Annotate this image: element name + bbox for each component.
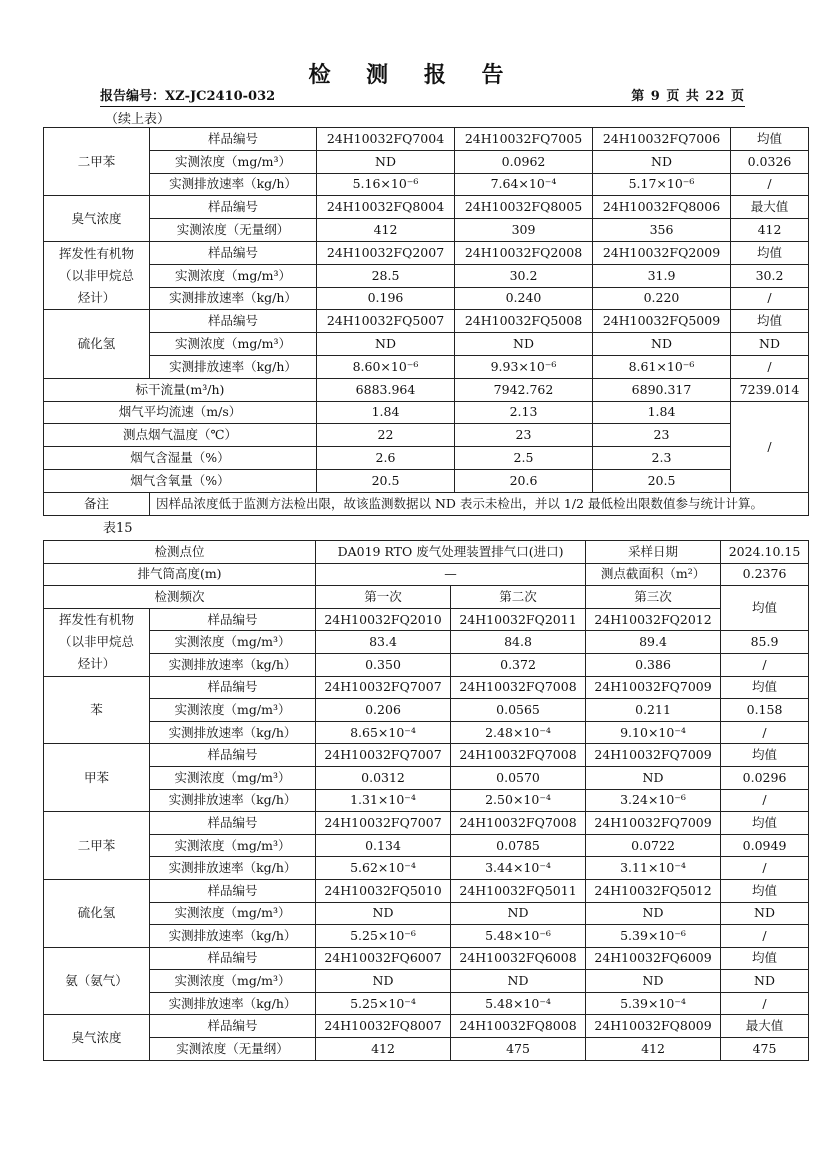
value-cell: 1.31×10⁻⁴ <box>316 789 451 812</box>
value-cell: 5.25×10⁻⁴ <box>316 992 451 1015</box>
summary-cell: 475 <box>721 1038 809 1061</box>
value-cell: 0.134 <box>316 834 451 857</box>
value-cell: ND <box>317 150 455 173</box>
pollutant-name: 硫化氢 <box>44 310 150 378</box>
row-label: 实测排放速率（kg/h） <box>150 173 317 196</box>
value-cell: 24H10032FQ8004 <box>317 196 455 219</box>
value-cell: 3.11×10⁻⁴ <box>586 857 721 880</box>
table-row-point <box>44 541 809 564</box>
row-label: 样品编号 <box>150 608 316 631</box>
value-cell: 24H10032FQ7008 <box>451 744 586 767</box>
value-cell: 22 <box>317 424 455 447</box>
summary-cell: 412 <box>731 219 809 242</box>
table-row-param <box>44 401 809 424</box>
pollutant-name-line: 烃计） <box>77 656 116 672</box>
row-label: 实测排放速率（kg/h） <box>150 857 316 880</box>
value-cell: 0.240 <box>455 287 593 310</box>
value-cell: 5.16×10⁻⁶ <box>317 173 455 196</box>
table-row <box>44 219 809 242</box>
value-cell: 1.84 <box>317 401 455 424</box>
summary-cell: / <box>731 287 809 310</box>
value-cell: 0.196 <box>317 287 455 310</box>
value-cell: 412 <box>316 1038 451 1061</box>
row-label: 实测浓度（mg/m³） <box>150 970 316 993</box>
summary-cell: 最大值 <box>721 1015 809 1038</box>
value-cell: 24H10032FQ8007 <box>316 1015 451 1038</box>
pollutant-name-line: 挥发性有机物 <box>58 245 134 261</box>
remark-text: 因样品浓度低于监测方法检出限，故该监测数据以 ND 表示未检出，并以 1/2 最低检出限数值参与统计计算。 <box>150 492 809 515</box>
value-cell: 1.84 <box>593 401 731 424</box>
area-label: 测点截面积（m²） <box>586 563 721 586</box>
pollutant-name: 二甲苯 <box>44 128 150 196</box>
value-cell: 28.5 <box>317 264 455 287</box>
second-header: 第二次 <box>451 586 586 609</box>
value-cell: 31.9 <box>593 264 731 287</box>
first-header: 第一次 <box>316 586 451 609</box>
value-cell: 8.60×10⁻⁶ <box>317 355 455 378</box>
row-label: 实测排放速率（kg/h） <box>150 355 317 378</box>
value-cell: 89.4 <box>586 631 721 654</box>
table-row-flow <box>44 378 809 401</box>
summary-cell: 30.2 <box>731 264 809 287</box>
pollutant-name-line: （以非甲烷总 <box>58 267 134 283</box>
value-cell: 5.39×10⁻⁴ <box>586 992 721 1015</box>
value-cell: 9.10×10⁻⁴ <box>586 721 721 744</box>
summary-cell: 最大值 <box>731 196 809 219</box>
height-label: 排气筒高度(m) <box>44 563 316 586</box>
value-cell: ND <box>593 333 731 356</box>
value-cell: 20.5 <box>593 469 731 492</box>
summary-cell: / <box>721 721 809 744</box>
table-row <box>44 333 809 356</box>
value-cell: ND <box>316 902 451 925</box>
value-cell: 5.17×10⁻⁶ <box>593 173 731 196</box>
table-row <box>44 834 809 857</box>
value-cell: 7.64×10⁻⁴ <box>455 173 593 196</box>
value-cell: 2.48×10⁻⁴ <box>451 721 586 744</box>
table-row-param <box>44 424 809 447</box>
summary-cell: 均值 <box>721 744 809 767</box>
table-row <box>44 947 809 970</box>
summary-cell: ND <box>721 970 809 993</box>
row-label: 样品编号 <box>150 241 317 264</box>
table-row <box>44 970 809 993</box>
pollutant-name-line: 挥发性有机物 <box>58 612 134 628</box>
value-cell: 475 <box>451 1038 586 1061</box>
row-label: 实测排放速率（kg/h） <box>150 721 316 744</box>
value-cell: 24H10032FQ7008 <box>451 676 586 699</box>
value-cell: 8.65×10⁻⁴ <box>316 721 451 744</box>
table-row <box>44 857 809 880</box>
value-cell: 9.93×10⁻⁶ <box>455 355 593 378</box>
table-row <box>44 653 809 676</box>
value-cell: 24H10032FQ6009 <box>586 947 721 970</box>
summary-cell: 0.0296 <box>721 766 809 789</box>
value-cell: 0.0962 <box>455 150 593 173</box>
value-cell: ND <box>586 766 721 789</box>
summary-cell: 均值 <box>721 676 809 699</box>
summary-cell: 均值 <box>731 241 809 264</box>
value-cell: 24H10032FQ5009 <box>593 310 731 333</box>
value-cell: 24H10032FQ7007 <box>316 744 451 767</box>
area-value: 0.2376 <box>721 563 809 586</box>
table-row <box>44 992 809 1015</box>
row-label: 实测排放速率（kg/h） <box>150 992 316 1015</box>
value-cell: 24H10032FQ8006 <box>593 196 731 219</box>
row-label: 样品编号 <box>150 947 316 970</box>
value-cell: 30.2 <box>455 264 593 287</box>
row-label: 实测排放速率（kg/h） <box>150 789 316 812</box>
pollutant-name: 氨（氨气） <box>44 947 150 1015</box>
table-row <box>44 789 809 812</box>
page-indicator: 第 9 页 共 22 页 <box>631 89 745 104</box>
value-cell: 6883.964 <box>317 378 455 401</box>
pollutant-name <box>44 241 150 309</box>
value-cell: ND <box>455 333 593 356</box>
value-cell: 24H10032FQ2008 <box>455 241 593 264</box>
row-label: 实测排放速率（kg/h） <box>150 925 316 948</box>
row-label: 样品编号 <box>150 879 316 902</box>
param-label: 烟气含湿量（%） <box>44 447 317 470</box>
summary-cell: 85.9 <box>721 631 809 654</box>
table-row <box>44 902 809 925</box>
table-row <box>44 196 809 219</box>
value-cell: ND <box>586 902 721 925</box>
summary-cell: / <box>721 653 809 676</box>
param-label: 测点烟气温度（℃） <box>44 424 317 447</box>
table-row-height <box>44 563 809 586</box>
table-row <box>44 925 809 948</box>
value-cell: 83.4 <box>316 631 451 654</box>
value-cell: 24H10032FQ7006 <box>593 128 731 151</box>
value-cell: 24H10032FQ6007 <box>316 947 451 970</box>
pollutant-name: 臭气浓度 <box>44 196 150 242</box>
row-label: 实测浓度（mg/m³） <box>150 766 316 789</box>
table-row <box>44 241 809 264</box>
value-cell: 5.48×10⁻⁴ <box>451 992 586 1015</box>
summary-cell: 均值 <box>731 310 809 333</box>
row-label: 实测排放速率（kg/h） <box>150 287 317 310</box>
value-cell: 0.220 <box>593 287 731 310</box>
param-label: 烟气平均流速（m/s） <box>44 401 317 424</box>
summary-cell: / <box>721 925 809 948</box>
row-label: 样品编号 <box>150 1015 316 1038</box>
pollutant-name: 甲苯 <box>44 744 150 812</box>
height-value: — <box>316 563 586 586</box>
table-row <box>44 1038 809 1061</box>
summary-cell: / <box>721 992 809 1015</box>
value-cell: 2.6 <box>317 447 455 470</box>
value-cell: 24H10032FQ5012 <box>586 879 721 902</box>
value-cell: 0.0565 <box>451 699 586 722</box>
table-row-frequency <box>44 586 809 609</box>
value-cell: 24H10032FQ8009 <box>586 1015 721 1038</box>
value-cell: 24H10032FQ7005 <box>455 128 593 151</box>
summary-cell: 0.158 <box>721 699 809 722</box>
table-row-param <box>44 447 809 470</box>
value-cell: 3.24×10⁻⁶ <box>586 789 721 812</box>
value-cell: 2.5 <box>455 447 593 470</box>
value-cell: 2.3 <box>593 447 731 470</box>
summary-cell: / <box>731 173 809 196</box>
value-cell: 24H10032FQ7007 <box>316 812 451 835</box>
value-cell: 24H10032FQ8008 <box>451 1015 586 1038</box>
table15-label: 表15 <box>103 521 133 536</box>
row-label: 实测浓度（mg/m³） <box>150 631 316 654</box>
value-cell: 24H10032FQ2009 <box>593 241 731 264</box>
results-table-15 <box>43 540 809 1061</box>
row-label: 实测排放速率（kg/h） <box>150 653 316 676</box>
table-row <box>44 699 809 722</box>
row-label: 实测浓度（mg/m³） <box>150 150 317 173</box>
value-cell: 3.44×10⁻⁴ <box>451 857 586 880</box>
row-label: 实测浓度（无量纲） <box>150 1038 316 1061</box>
report-number: 报告编号：XZ-JC2410-032 <box>100 89 276 104</box>
table-row <box>44 812 809 835</box>
table-row-remark <box>44 492 809 515</box>
value-cell: ND <box>593 150 731 173</box>
frequency-label: 检测频次 <box>44 586 316 609</box>
summary-cell: 均值 <box>721 879 809 902</box>
table-row <box>44 879 809 902</box>
value-cell: 5.25×10⁻⁶ <box>316 925 451 948</box>
value-cell: 0.0785 <box>451 834 586 857</box>
report-title: 检 测 报 告 <box>308 62 518 88</box>
table-row <box>44 128 809 151</box>
table-row-param <box>44 469 809 492</box>
summary-cell: / <box>731 355 809 378</box>
value-cell: 24H10032FQ5008 <box>455 310 593 333</box>
row-label: 样品编号 <box>150 676 316 699</box>
value-cell: 24H10032FQ7009 <box>586 812 721 835</box>
value-cell: 2.50×10⁻⁴ <box>451 789 586 812</box>
value-cell: 24H10032FQ5010 <box>316 879 451 902</box>
value-cell: 20.5 <box>317 469 455 492</box>
value-cell: 5.39×10⁻⁶ <box>586 925 721 948</box>
table-row <box>44 744 809 767</box>
row-label: 实测浓度（mg/m³） <box>150 699 316 722</box>
value-cell: 24H10032FQ2010 <box>316 608 451 631</box>
pollutant-name-line: （以非甲烷总 <box>58 634 134 650</box>
row-label: 实测浓度（mg/m³） <box>150 834 316 857</box>
pollutant-name: 二甲苯 <box>44 812 150 880</box>
summary-cell: 均值 <box>721 812 809 835</box>
value-cell: 309 <box>455 219 593 242</box>
summary-cell: 0.0326 <box>731 150 809 173</box>
summary-cell: / <box>721 789 809 812</box>
value-cell: 24H10032FQ5011 <box>451 879 586 902</box>
value-cell: 24H10032FQ2007 <box>317 241 455 264</box>
value-cell: 24H10032FQ7009 <box>586 676 721 699</box>
value-cell: 24H10032FQ7008 <box>451 812 586 835</box>
value-cell: 24H10032FQ5007 <box>317 310 455 333</box>
value-cell: ND <box>451 970 586 993</box>
value-cell: 5.48×10⁻⁶ <box>451 925 586 948</box>
summary-cell: 0.0949 <box>721 834 809 857</box>
summary-cell: / <box>731 401 809 492</box>
row-label: 样品编号 <box>150 196 317 219</box>
table-row <box>44 355 809 378</box>
table-row <box>44 287 809 310</box>
value-cell: 23 <box>593 424 731 447</box>
value-cell: 84.8 <box>451 631 586 654</box>
table-row <box>44 310 809 333</box>
value-cell: 24H10032FQ8005 <box>455 196 593 219</box>
flow-label: 标干流量(m³/h) <box>44 378 317 401</box>
value-cell: 0.0722 <box>586 834 721 857</box>
average-header: 均值 <box>721 586 809 631</box>
value-cell: 0.206 <box>316 699 451 722</box>
value-cell: ND <box>317 333 455 356</box>
value-cell: 412 <box>317 219 455 242</box>
pollutant-name: 硫化氢 <box>44 879 150 947</box>
value-cell: 0.0312 <box>316 766 451 789</box>
value-cell: 24H10032FQ2012 <box>586 608 721 631</box>
row-label: 样品编号 <box>150 812 316 835</box>
value-cell: 0.372 <box>451 653 586 676</box>
table-row <box>44 1015 809 1038</box>
param-label: 烟气含氧量（%） <box>44 469 317 492</box>
continued-label: （续上表） <box>105 112 171 127</box>
value-cell: 24H10032FQ2011 <box>451 608 586 631</box>
table-row <box>44 676 809 699</box>
point-value: DA019 RTO 废气处理装置排气口(进口) <box>316 541 586 564</box>
value-cell: 0.211 <box>586 699 721 722</box>
third-header: 第三次 <box>586 586 721 609</box>
value-cell: 2.13 <box>455 401 593 424</box>
value-cell: 0.386 <box>586 653 721 676</box>
table-row <box>44 721 809 744</box>
value-cell: 24H10032FQ7009 <box>586 744 721 767</box>
value-cell: 5.62×10⁻⁴ <box>316 857 451 880</box>
value-cell: 20.6 <box>455 469 593 492</box>
row-label: 样品编号 <box>150 310 317 333</box>
value-cell: 8.61×10⁻⁶ <box>593 355 731 378</box>
table-row <box>44 766 809 789</box>
remark-label: 备注 <box>44 492 150 515</box>
value-cell: 412 <box>586 1038 721 1061</box>
summary-cell: 均值 <box>731 128 809 151</box>
row-label: 样品编号 <box>150 128 317 151</box>
summary-cell: ND <box>721 902 809 925</box>
pollutant-name: 臭气浓度 <box>44 1015 150 1060</box>
table-row <box>44 173 809 196</box>
value-cell: ND <box>316 970 451 993</box>
row-label: 实测浓度（mg/m³） <box>150 333 317 356</box>
value-cell: 0.0570 <box>451 766 586 789</box>
row-label: 实测浓度（无量纲） <box>150 219 317 242</box>
value-cell: 7942.762 <box>455 378 593 401</box>
row-label: 实测浓度（mg/m³） <box>150 902 316 925</box>
table-row <box>44 150 809 173</box>
pollutant-name-line: 烃计） <box>77 289 116 305</box>
value-cell: ND <box>451 902 586 925</box>
value-cell: 356 <box>593 219 731 242</box>
report-header <box>100 86 745 107</box>
date-value: 2024.10.15 <box>721 541 809 564</box>
results-table-continued <box>43 127 809 516</box>
value-cell: 23 <box>455 424 593 447</box>
value-cell: 24H10032FQ7007 <box>316 676 451 699</box>
value-cell: 0.350 <box>316 653 451 676</box>
pollutant-name <box>44 608 150 676</box>
pollutant-name: 苯 <box>44 676 150 744</box>
value-cell: ND <box>586 970 721 993</box>
point-label: 检测点位 <box>44 541 316 564</box>
value-cell: 6890.317 <box>593 378 731 401</box>
value-cell: 24H10032FQ6008 <box>451 947 586 970</box>
value-cell: 7239.014 <box>731 378 809 401</box>
summary-cell: 均值 <box>721 947 809 970</box>
table-row <box>44 631 809 654</box>
value-cell: 24H10032FQ7004 <box>317 128 455 151</box>
table-row <box>44 608 809 631</box>
summary-cell: / <box>721 857 809 880</box>
table-row <box>44 264 809 287</box>
row-label: 实测浓度（mg/m³） <box>150 264 317 287</box>
date-label: 采样日期 <box>586 541 721 564</box>
row-label: 样品编号 <box>150 744 316 767</box>
summary-cell: ND <box>731 333 809 356</box>
